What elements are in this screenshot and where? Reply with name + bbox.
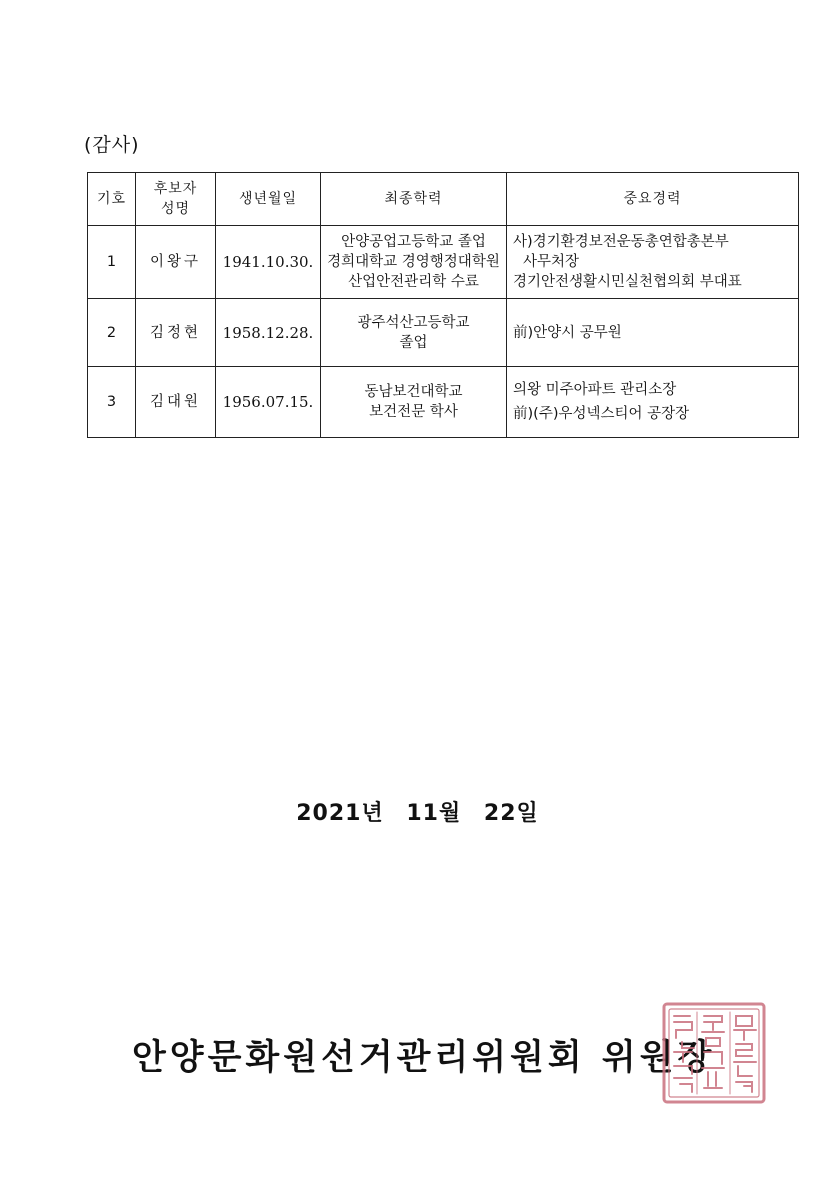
education-line: 산업안전관리학 수료 — [348, 274, 479, 290]
row-education — [321, 226, 507, 299]
career-line: 사)경기환경보전운동총연합총본부 — [513, 234, 729, 250]
career-line: 前)안양시 공무원 — [513, 324, 622, 341]
table-row — [88, 226, 799, 299]
career-line: 前)(주)우성넥스티어 공장장 — [513, 406, 690, 422]
header-name-line2: 성명 — [160, 201, 191, 217]
official-seal-stamp — [660, 1000, 768, 1106]
education-line: 동남보건대학교 — [364, 384, 463, 400]
table-header-row — [88, 173, 799, 226]
row-no: 3 — [88, 367, 136, 438]
header-education: 최종학력 — [321, 173, 507, 226]
row-birth: 1956.07.15. — [216, 367, 321, 438]
row-name: 김대원 — [136, 367, 216, 438]
row-career — [507, 299, 799, 367]
table-row — [88, 299, 799, 367]
career-line: 의왕 미주아파트 관리소장 — [513, 382, 677, 398]
education-line: 졸업 — [399, 334, 428, 351]
education-line: 보건전문 학사 — [369, 404, 458, 420]
header-name — [136, 173, 216, 226]
career-line: 경기안전생활시민실천협의회 부대표 — [513, 274, 742, 290]
signature-title: 안양문화원선거관리위원회 위원장 — [132, 1037, 716, 1078]
header-no: 기호 — [88, 173, 136, 226]
row-name: 이왕구 — [136, 226, 216, 299]
document-date: 2021년 11월 22일 — [296, 801, 539, 826]
row-career — [507, 367, 799, 438]
row-no: 2 — [88, 299, 136, 367]
row-career — [507, 226, 799, 299]
education-line: 안양공업고등학교 졸업 — [341, 234, 486, 250]
career-line: 사무처장 — [523, 254, 580, 270]
row-birth: 1958.12.28. — [216, 299, 321, 367]
header-name-line1: 후보자 — [153, 181, 198, 197]
header-career: 중요경력 — [507, 173, 799, 226]
row-birth: 1941.10.30. — [216, 226, 321, 299]
education-line: 광주석산고등학교 — [357, 314, 470, 331]
header-birth: 생년월일 — [216, 173, 321, 226]
table-row — [88, 367, 799, 438]
section-label: (감사) — [84, 134, 140, 156]
education-line: 경희대학교 경영행정대학원 — [327, 254, 500, 270]
row-no: 1 — [88, 226, 136, 299]
candidate-table — [87, 172, 799, 438]
row-name: 김정현 — [136, 299, 216, 367]
row-education — [321, 367, 507, 438]
row-education — [321, 299, 507, 367]
